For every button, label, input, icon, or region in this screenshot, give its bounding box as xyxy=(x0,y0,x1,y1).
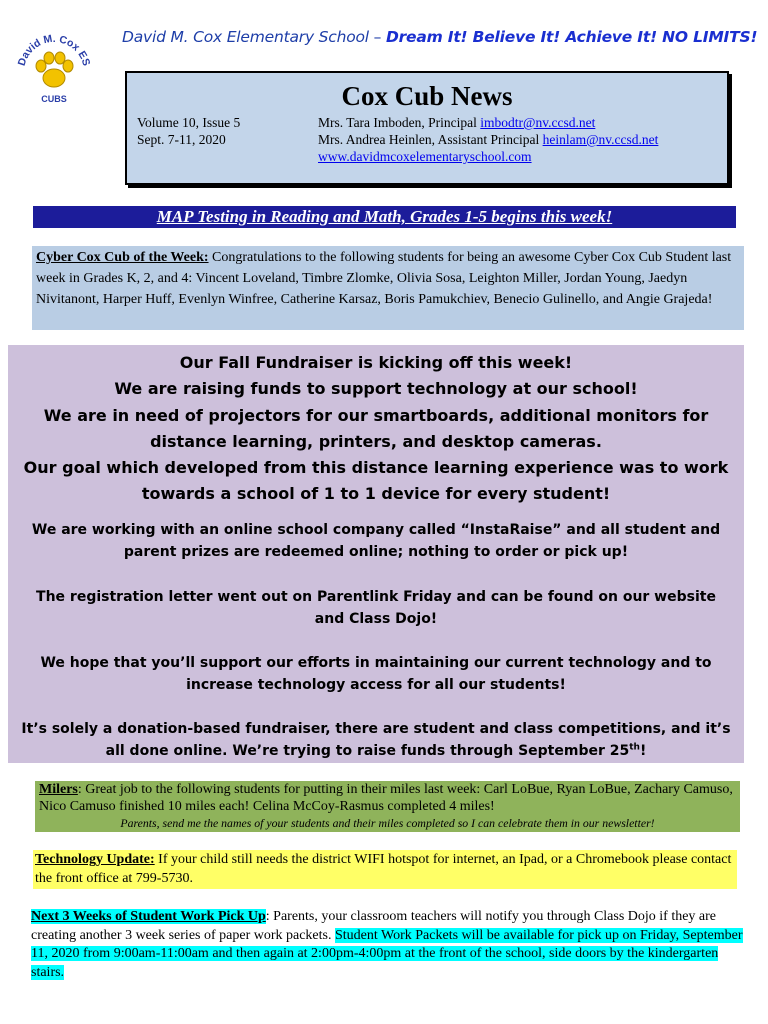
fundraiser-line-4: Our goal which developed from this distance learning experience was to work towards a school of 1 to 1 device for every student! xyxy=(23,458,729,504)
principal-email-link[interactable]: imbodtr@nv.ccsd.net xyxy=(480,115,596,130)
fundraiser-support: We hope that you’ll support our efforts in maintaining our current technology and to increase technology access for all our students! xyxy=(40,655,712,693)
school-header xyxy=(122,28,762,46)
issue-dates: Sept. 7-11, 2020 xyxy=(137,132,226,147)
milers-body: : Great job to the following students for putting in their miles last week: Carl LoBue, Ryan LoBue, Zachary Camuso, Nico Camuso finished 10 miles each! Celina McCoy-Rasmus completed 4 miles! xyxy=(39,782,733,814)
fundraiser-donation: It’s solely a donation-based fundraiser, there are student and class competitions, and it’s all done online. We’re trying to raise funds through September 25th! xyxy=(21,721,731,759)
map-testing-banner: MAP Testing in Reading and Math, Grades 1-5 begins this week! xyxy=(33,206,736,228)
technology-update-section xyxy=(33,850,737,889)
tech-body: If your child still needs the district WIFI hotspot for internet, an Ipad, or a Chromebook please contact the front office at 799-5730. xyxy=(35,852,732,886)
milers-note: Parents, send me the names of your students and their miles completed so I can celebrate them in our newsletter! xyxy=(120,816,655,830)
assistant-line xyxy=(318,131,658,148)
fundraiser-line-2: We are raising funds to support technology at our school! xyxy=(114,379,638,399)
work-pickup-section xyxy=(31,908,743,982)
school-name: David M. Cox Elementary School xyxy=(122,28,369,46)
tech-heading: Technology Update: xyxy=(35,852,155,867)
staff-contacts xyxy=(318,114,658,165)
milers-heading: Milers xyxy=(39,782,78,797)
paw-icon xyxy=(36,52,73,87)
header-dash: – xyxy=(368,28,386,46)
milers-section xyxy=(35,781,740,832)
pickup-highlight: Student Work Packets will be available for pick up on Friday, September 11, 2020 from 9:00am-11:00am and then again at 2:00pm-4:00pm at the front of the school, side doors by the kindergarten stairs. xyxy=(31,927,743,980)
school-logo xyxy=(14,26,94,110)
fundraiser-line-1: Our Fall Fundraiser is kicking off this week! xyxy=(179,353,573,372)
fundraiser-line-3: We are in need of projectors for our smartboards, additional monitors for distance learning, printers, and desktop cameras. xyxy=(43,405,709,451)
pickup-heading: Next 3 Weeks of Student Work Pick Up xyxy=(31,909,266,924)
assistant-email-link[interactable]: heinlam@nv.ccsd.net xyxy=(542,132,659,147)
fundraiser-instaraise: We are working with an online school company called “InstaRaise” and all student and parent prizes are redeemed online; nothing to order or pick up! xyxy=(31,522,721,560)
logo-label: CUBS xyxy=(41,94,67,104)
fundraiser-headline xyxy=(8,350,744,508)
issue-info xyxy=(137,114,240,148)
cyber-cub-body: Congratulations to the following students for being an awesome Cyber Cox Cub Student last week in Grades K, 2, and 4: Vincent Loveland, Timbre Zlomke, Olivia Sosa, Leighton Miller, Jordan Young, Jaedyn Nivitanont, Harper Huff, Evenlyn Winfree, Catherine Karsaz, Boris Pamukchiev, Benecio Gulinello, and Angie Grajeda! xyxy=(36,250,732,307)
volume-issue: Volume 10, Issue 5 xyxy=(137,115,241,130)
school-website-link[interactable]: www.davidmcoxelementaryschool.com xyxy=(318,149,532,164)
newsletter-masthead xyxy=(125,71,729,185)
logo-arc-text: David M. Cox ES xyxy=(15,32,93,68)
principal-line xyxy=(318,114,658,131)
newsletter-title: Cox Cub News xyxy=(341,81,513,111)
cyber-cub-heading: Cyber Cox Cub of the Week: xyxy=(36,250,209,265)
pickup-body: : Parents, your classroom teachers will notify you through Class Dojo if they are creating another 3 week series of paper work packets. xyxy=(31,909,717,943)
milers-text xyxy=(39,781,736,815)
assistant-name: Mrs. Andrea Heinlen, Assistant Principal xyxy=(318,132,543,147)
school-slogan: Dream It! Believe It! Achieve It! NO LIMITS! xyxy=(385,28,758,46)
cyber-cub-section xyxy=(32,246,744,330)
fundraiser-section xyxy=(8,345,744,763)
fundraiser-registration: The registration letter went out on Parentlink Friday and can be found on our website and Class Dojo! xyxy=(36,589,716,627)
website-line xyxy=(318,148,658,165)
principal-name: Mrs. Tara Imboden, Principal xyxy=(318,115,481,130)
